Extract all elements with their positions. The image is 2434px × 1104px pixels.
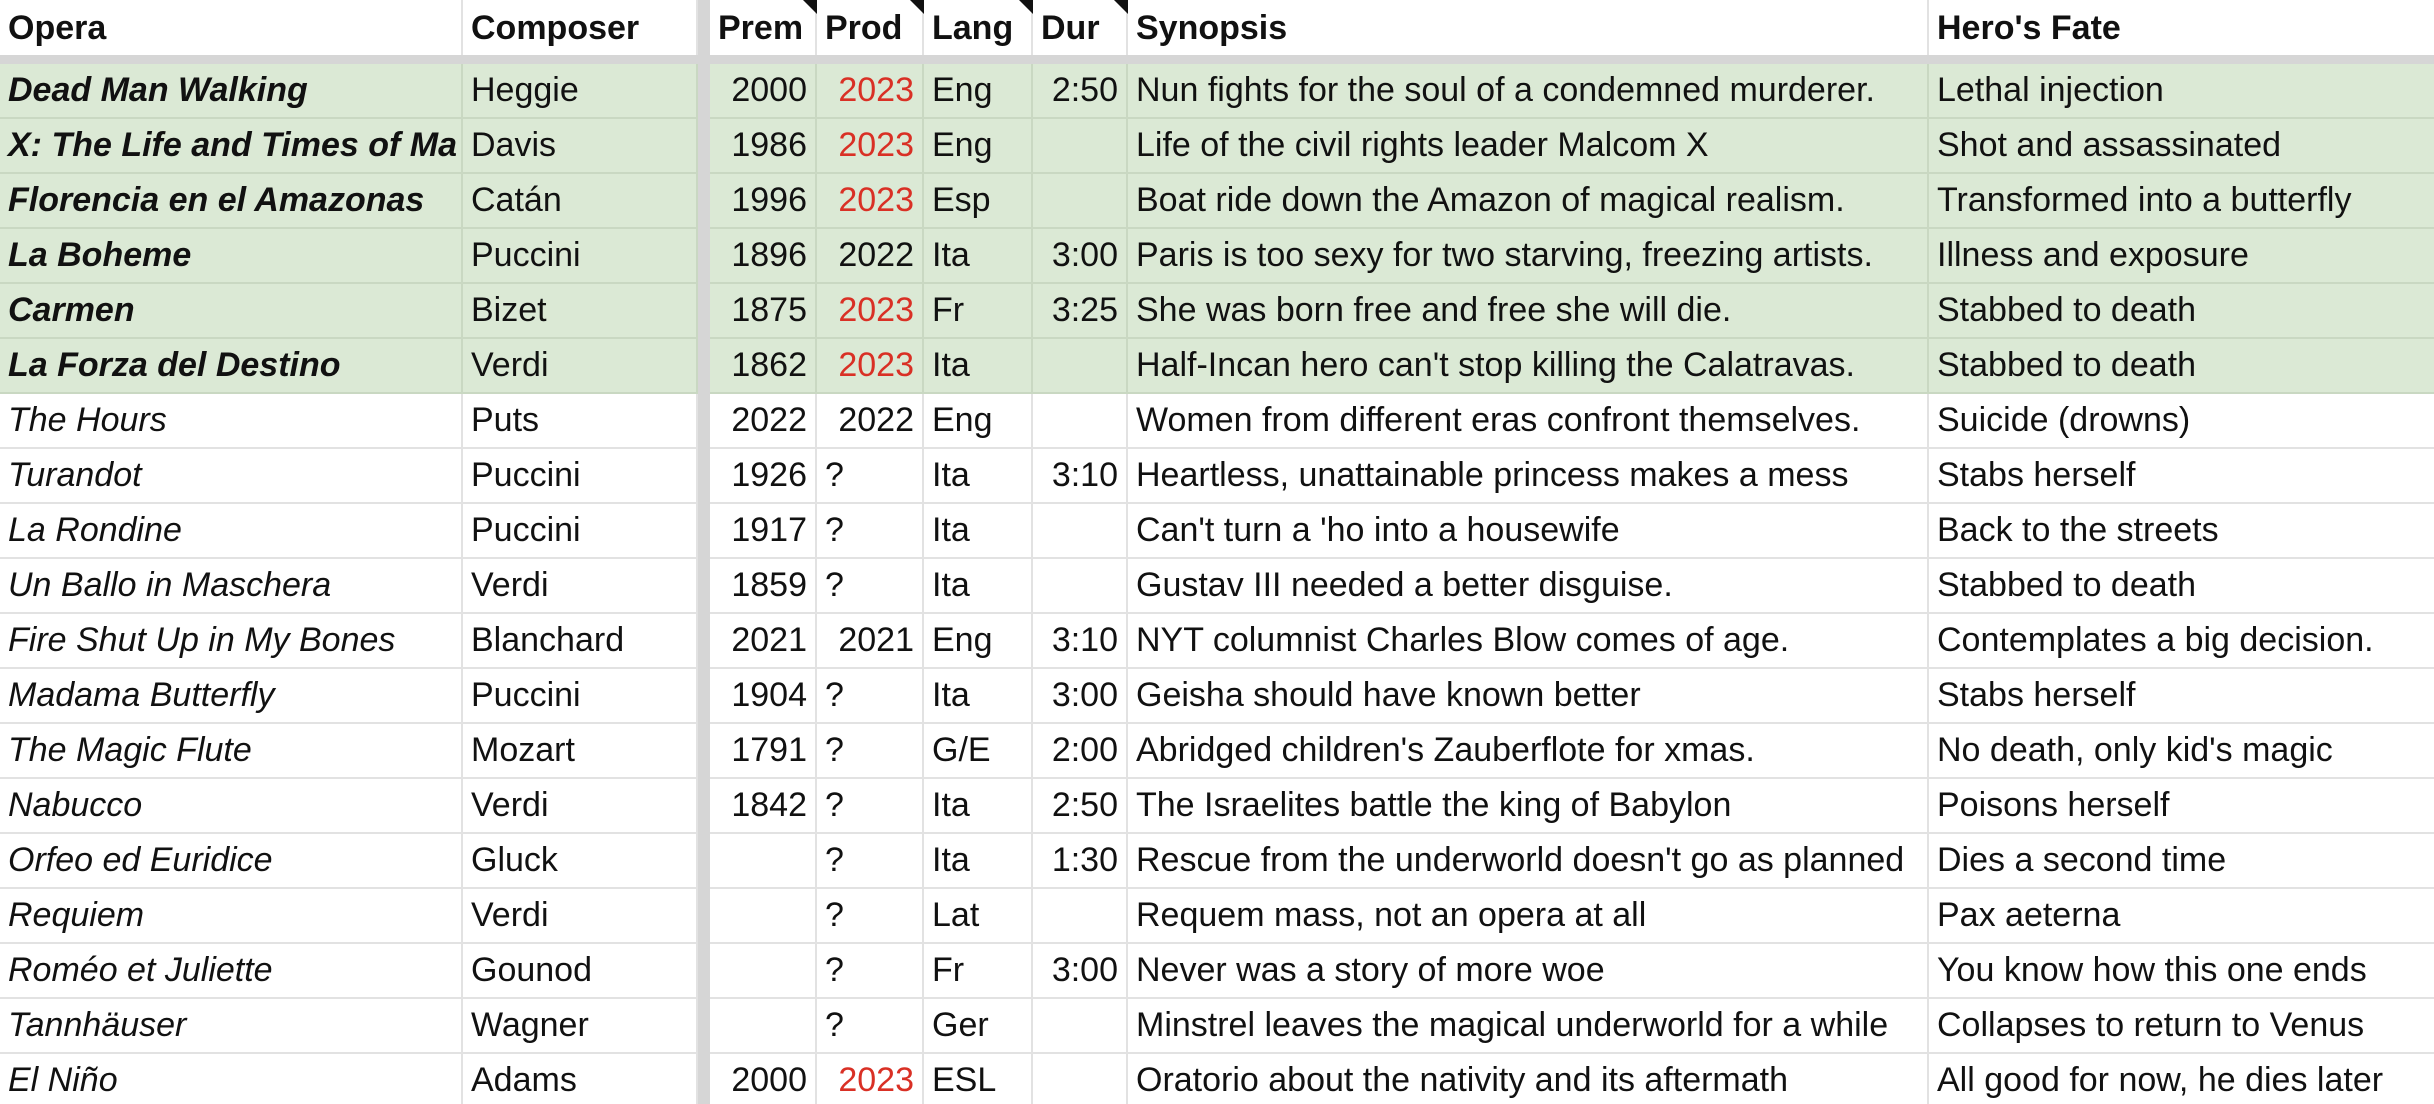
cell-prod[interactable]: ? [817, 449, 924, 504]
frozen-column-divider[interactable] [698, 944, 710, 999]
cell-prod[interactable]: ? [817, 724, 924, 779]
cell-prod[interactable]: ? [817, 944, 924, 999]
cell-heros-fate[interactable]: Illness and exposure [1929, 229, 2434, 284]
cell-prod[interactable]: ? [817, 504, 924, 559]
frozen-column-divider[interactable] [698, 449, 710, 504]
cell-lang[interactable]: Fr [924, 284, 1033, 339]
cell-lang[interactable]: Eng [924, 64, 1033, 119]
header-lang[interactable]: Lang [924, 0, 1033, 58]
cell-prod[interactable]: 2023 [817, 64, 924, 119]
cell-opera[interactable]: The Magic Flute [0, 724, 463, 779]
cell-synopsis[interactable]: Rescue from the underworld doesn't go as planned [1128, 834, 1929, 889]
cell-composer[interactable]: Bizet [463, 284, 698, 339]
cell-opera[interactable]: Tannhäuser [0, 999, 463, 1054]
table-row [0, 284, 2434, 339]
table-row [0, 999, 2434, 1054]
cell-synopsis[interactable]: Geisha should have known better [1128, 669, 1929, 724]
cell-prem[interactable]: 1875 [710, 284, 817, 339]
cell-heros-fate[interactable]: Poisons herself [1929, 779, 2434, 834]
cell-composer[interactable]: Gounod [463, 944, 698, 999]
cell-dur[interactable]: 2:00 [1033, 724, 1128, 779]
table-row [0, 504, 2434, 559]
header-opera[interactable]: Opera [0, 0, 463, 58]
cell-opera[interactable]: The Hours [0, 394, 463, 449]
table-row [0, 1054, 2434, 1104]
cell-prem[interactable] [710, 889, 817, 944]
cell-opera[interactable]: X: The Life and Times of Ma [0, 119, 463, 174]
cell-prod[interactable]: 2023 [817, 339, 924, 394]
cell-prem[interactable]: 2000 [710, 1054, 817, 1104]
cell-opera[interactable]: Requiem [0, 889, 463, 944]
cell-prod[interactable]: 2023 [817, 119, 924, 174]
cell-prod[interactable]: 2023 [817, 284, 924, 339]
comment-marker-icon [1114, 0, 1128, 14]
cell-prod[interactable]: 2023 [817, 1054, 924, 1104]
cell-opera[interactable]: Roméo et Juliette [0, 944, 463, 999]
cell-prod[interactable]: 2021 [817, 614, 924, 669]
cell-opera[interactable]: Turandot [0, 449, 463, 504]
table-row [0, 229, 2434, 284]
cell-prem[interactable]: 1862 [710, 339, 817, 394]
cell-composer[interactable]: Blanchard [463, 614, 698, 669]
table-row [0, 119, 2434, 174]
cell-composer[interactable]: Catán [463, 174, 698, 229]
cell-dur[interactable]: 3:00 [1033, 229, 1128, 284]
cell-prem[interactable] [710, 999, 817, 1054]
cell-prem[interactable]: 1996 [710, 174, 817, 229]
cell-heros-fate[interactable]: Suicide (drowns) [1929, 394, 2434, 449]
cell-opera[interactable]: Carmen [0, 284, 463, 339]
header-dur[interactable]: Dur [1033, 0, 1128, 58]
cell-lang[interactable]: Ger [924, 999, 1033, 1054]
cell-prem[interactable]: 1926 [710, 449, 817, 504]
cell-dur[interactable]: 3:10 [1033, 449, 1128, 504]
cell-composer[interactable]: Puccini [463, 669, 698, 724]
cell-prem[interactable] [710, 834, 817, 889]
comment-marker-icon [803, 0, 817, 14]
table-row [0, 449, 2434, 504]
cell-lang[interactable]: Ita [924, 449, 1033, 504]
table-row [0, 889, 2434, 944]
cell-lang[interactable]: Ita [924, 559, 1033, 614]
cell-opera[interactable]: La Boheme [0, 229, 463, 284]
cell-synopsis[interactable]: Women from different eras confront themselves. [1128, 394, 1929, 449]
frozen-column-divider[interactable] [698, 0, 710, 58]
cell-lang[interactable]: Esp [924, 174, 1033, 229]
cell-composer[interactable]: Verdi [463, 779, 698, 834]
cell-heros-fate[interactable]: Stabbed to death [1929, 284, 2434, 339]
frozen-column-divider[interactable] [698, 999, 710, 1054]
cell-lang[interactable]: Eng [924, 119, 1033, 174]
cell-prem[interactable]: 2022 [710, 394, 817, 449]
cell-lang[interactable]: Ita [924, 229, 1033, 284]
cell-opera[interactable]: Dead Man Walking [0, 64, 463, 119]
cell-composer[interactable]: Davis [463, 119, 698, 174]
frozen-column-divider[interactable] [698, 779, 710, 834]
cell-composer[interactable]: Puccini [463, 229, 698, 284]
cell-prod[interactable]: 2023 [817, 174, 924, 229]
cell-synopsis[interactable]: She was born free and free she will die. [1128, 284, 1929, 339]
cell-heros-fate[interactable]: Pax aeterna [1929, 889, 2434, 944]
cell-opera[interactable]: Orfeo ed Euridice [0, 834, 463, 889]
frozen-column-divider[interactable] [698, 119, 710, 174]
cell-heros-fate[interactable]: Dies a second time [1929, 834, 2434, 889]
cell-composer[interactable]: Puccini [463, 449, 698, 504]
cell-synopsis[interactable]: Heartless, unattainable princess makes a mess [1128, 449, 1929, 504]
cell-dur[interactable]: 2:50 [1033, 779, 1128, 834]
cell-lang[interactable]: Ita [924, 339, 1033, 394]
cell-dur[interactable]: 3:00 [1033, 669, 1128, 724]
table-row [0, 944, 2434, 999]
cell-synopsis[interactable]: Gustav III needed a better disguise. [1128, 559, 1929, 614]
cell-lang[interactable]: Eng [924, 394, 1033, 449]
cell-dur[interactable] [1033, 339, 1128, 394]
frozen-column-divider[interactable] [698, 559, 710, 614]
frozen-row-divider[interactable] [0, 55, 2434, 64]
cell-composer[interactable]: Mozart [463, 724, 698, 779]
comment-marker-icon [910, 0, 924, 14]
cell-heros-fate[interactable]: Stabs herself [1929, 449, 2434, 504]
cell-heros-fate[interactable]: Stabbed to death [1929, 559, 2434, 614]
cell-lang[interactable]: Eng [924, 614, 1033, 669]
cell-lang[interactable]: Ita [924, 669, 1033, 724]
table-row [0, 614, 2434, 669]
cell-synopsis[interactable]: Can't turn a 'ho into a housewife [1128, 504, 1929, 559]
cell-dur[interactable] [1033, 999, 1128, 1054]
cell-prem[interactable]: 1896 [710, 229, 817, 284]
cell-prod[interactable]: 2022 [817, 394, 924, 449]
table-row [0, 834, 2434, 889]
cell-heros-fate[interactable]: Transformed into a butterfly [1929, 174, 2434, 229]
cell-prod[interactable]: 2022 [817, 229, 924, 284]
cell-opera[interactable]: La Forza del Destino [0, 339, 463, 394]
cell-opera[interactable]: Fire Shut Up in My Bones [0, 614, 463, 669]
cell-composer[interactable]: Gluck [463, 834, 698, 889]
table-row [0, 559, 2434, 614]
cell-prem[interactable]: 2021 [710, 614, 817, 669]
cell-prod[interactable]: ? [817, 999, 924, 1054]
cell-composer[interactable]: Verdi [463, 889, 698, 944]
cell-composer[interactable]: Verdi [463, 559, 698, 614]
cell-lang[interactable]: G/E [924, 724, 1033, 779]
cell-prem[interactable]: 1986 [710, 119, 817, 174]
cell-heros-fate[interactable]: Stabbed to death [1929, 339, 2434, 394]
table-row [0, 724, 2434, 779]
table-row [0, 779, 2434, 834]
cell-opera[interactable]: Un Ballo in Maschera [0, 559, 463, 614]
frozen-column-divider[interactable] [698, 504, 710, 559]
cell-prod[interactable]: ? [817, 669, 924, 724]
cell-heros-fate[interactable]: Back to the streets [1929, 504, 2434, 559]
cell-composer[interactable]: Adams [463, 1054, 698, 1104]
cell-synopsis[interactable]: Requem mass, not an opera at all [1128, 889, 1929, 944]
cell-composer[interactable]: Heggie [463, 64, 698, 119]
cell-synopsis[interactable]: Never was a story of more woe [1128, 944, 1929, 999]
cell-synopsis[interactable]: Nun fights for the soul of a condemned murderer. [1128, 64, 1929, 119]
cell-heros-fate[interactable]: Lethal injection [1929, 64, 2434, 119]
cell-dur[interactable]: 3:25 [1033, 284, 1128, 339]
cell-synopsis[interactable]: Paris is too sexy for two starving, freezing artists. [1128, 229, 1929, 284]
cell-synopsis[interactable]: Life of the civil rights leader Malcom X [1128, 119, 1929, 174]
frozen-column-divider[interactable] [698, 284, 710, 339]
cell-prem[interactable]: 2000 [710, 64, 817, 119]
frozen-column-divider[interactable] [698, 614, 710, 669]
table-row [0, 394, 2434, 449]
cell-heros-fate[interactable]: All good for now, he dies later [1929, 1054, 2434, 1104]
cell-prem[interactable]: 1842 [710, 779, 817, 834]
cell-heros-fate[interactable]: No death, only kid's magic [1929, 724, 2434, 779]
cell-prod[interactable]: ? [817, 889, 924, 944]
cell-opera[interactable]: Florencia en el Amazonas [0, 174, 463, 229]
cell-lang[interactable]: Ita [924, 504, 1033, 559]
frozen-column-divider[interactable] [698, 1054, 710, 1104]
cell-lang[interactable]: Ita [924, 779, 1033, 834]
cell-synopsis[interactable]: Oratorio about the nativity and its aftermath [1128, 1054, 1929, 1104]
cell-prem[interactable]: 1791 [710, 724, 817, 779]
header-prem[interactable]: Prem [710, 0, 817, 58]
cell-prem[interactable] [710, 944, 817, 999]
table-row [0, 174, 2434, 229]
cell-synopsis[interactable]: The Israelites battle the king of Babylon [1128, 779, 1929, 834]
cell-prod[interactable]: ? [817, 834, 924, 889]
cell-synopsis[interactable]: NYT columnist Charles Blow comes of age. [1128, 614, 1929, 669]
cell-opera[interactable]: Madama Butterfly [0, 669, 463, 724]
cell-dur[interactable]: 1:30 [1033, 834, 1128, 889]
frozen-column-divider[interactable] [698, 834, 710, 889]
frozen-column-divider[interactable] [698, 724, 710, 779]
header-heros-fate[interactable]: Hero's Fate [1929, 0, 2434, 58]
cell-prod[interactable]: ? [817, 779, 924, 834]
cell-heros-fate[interactable]: Shot and assassinated [1929, 119, 2434, 174]
frozen-column-divider[interactable] [698, 229, 710, 284]
frozen-column-divider[interactable] [698, 394, 710, 449]
cell-prem[interactable]: 1917 [710, 504, 817, 559]
cell-dur[interactable] [1033, 174, 1128, 229]
cell-composer[interactable]: Wagner [463, 999, 698, 1054]
table-row [0, 339, 2434, 394]
cell-synopsis[interactable]: Abridged children's Zauberflote for xmas. [1128, 724, 1929, 779]
cell-dur[interactable] [1033, 504, 1128, 559]
cell-dur[interactable] [1033, 889, 1128, 944]
cell-composer[interactable]: Verdi [463, 339, 698, 394]
cell-heros-fate[interactable]: Contemplates a big decision. [1929, 614, 2434, 669]
cell-lang[interactable]: ESL [924, 1054, 1033, 1104]
cell-dur[interactable] [1033, 1054, 1128, 1104]
cell-opera[interactable]: Nabucco [0, 779, 463, 834]
cell-dur[interactable] [1033, 559, 1128, 614]
cell-heros-fate[interactable]: Stabs herself [1929, 669, 2434, 724]
header-row [0, 0, 2434, 55]
header-composer[interactable]: Composer [463, 0, 698, 58]
frozen-column-divider[interactable] [698, 889, 710, 944]
cell-composer[interactable]: Puccini [463, 504, 698, 559]
cell-opera[interactable]: La Rondine [0, 504, 463, 559]
cell-prem[interactable]: 1859 [710, 559, 817, 614]
cell-prem[interactable]: 1904 [710, 669, 817, 724]
frozen-column-divider[interactable] [698, 174, 710, 229]
table-row [0, 669, 2434, 724]
cell-dur[interactable]: 3:00 [1033, 944, 1128, 999]
cell-heros-fate[interactable]: Collapses to return to Venus [1929, 999, 2434, 1054]
cell-composer[interactable]: Puts [463, 394, 698, 449]
cell-synopsis[interactable]: Minstrel leaves the magical underworld for a while [1128, 999, 1929, 1054]
cell-prod[interactable]: ? [817, 559, 924, 614]
cell-dur[interactable] [1033, 394, 1128, 449]
cell-lang[interactable]: Lat [924, 889, 1033, 944]
frozen-column-divider[interactable] [698, 339, 710, 394]
comment-marker-icon [1019, 0, 1033, 14]
cell-opera[interactable]: El Niño [0, 1054, 463, 1104]
header-synopsis[interactable]: Synopsis [1128, 0, 1929, 58]
cell-heros-fate[interactable]: You know how this one ends [1929, 944, 2434, 999]
cell-dur[interactable] [1033, 119, 1128, 174]
cell-dur[interactable]: 3:10 [1033, 614, 1128, 669]
cell-dur[interactable]: 2:50 [1033, 64, 1128, 119]
cell-lang[interactable]: Fr [924, 944, 1033, 999]
cell-synopsis[interactable]: Half-Incan hero can't stop killing the Calatravas. [1128, 339, 1929, 394]
frozen-column-divider[interactable] [698, 669, 710, 724]
cell-synopsis[interactable]: Boat ride down the Amazon of magical realism. [1128, 174, 1929, 229]
cell-lang[interactable]: Ita [924, 834, 1033, 889]
table-row [0, 64, 2434, 119]
header-prod[interactable]: Prod [817, 0, 924, 58]
frozen-column-divider[interactable] [698, 64, 710, 119]
